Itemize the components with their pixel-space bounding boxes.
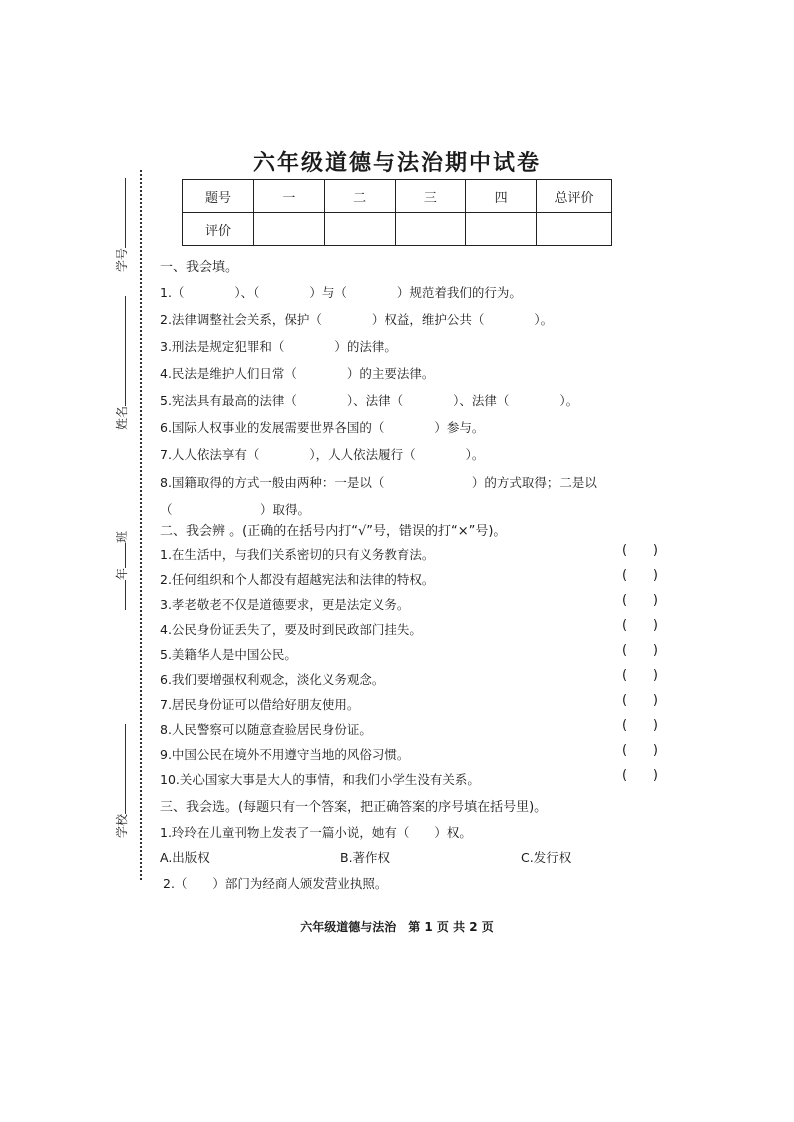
fill-question: 7.人人依法享有（ ），人人依法履行（ ）。 (160, 447, 485, 462)
header-cell: 二 (324, 180, 395, 213)
choice-option-c[interactable]: C.发行权 (521, 850, 572, 865)
fill-question: 3.刑法是规定犯罪和（ ）的法律。 (160, 339, 397, 354)
student-no-label: 学号 (113, 178, 130, 272)
choice-option-a[interactable]: A.出版权 (160, 850, 210, 865)
header-cell: 四 (466, 180, 537, 213)
judge-question: 10.关心国家大事是大人的事情，和我们小学生没有关系。 (160, 772, 480, 787)
eval-cell[interactable] (466, 213, 537, 246)
judge-question: 1.在生活中，与我们关系密切的只有义务教育法。 (160, 547, 435, 562)
page-footer: 六年级道德与法治 第 1 页 共 2 页 (300, 920, 494, 934)
judge-question: 4.公民身份证丢失了，要及时到民政部门挂失。 (160, 622, 422, 637)
binding-dotted-line (140, 170, 142, 880)
grade-class-label: 年班 (113, 531, 130, 610)
choice-question: 1.玲玲在儿童刊物上发表了一篇小说，她有（ ）权。 (160, 825, 472, 840)
header-cell: 一 (254, 180, 325, 213)
choice-option-b[interactable]: B.著作权 (340, 850, 391, 865)
answer-paren[interactable]: ( ) (622, 568, 658, 583)
header-cell: 总评价 (537, 180, 612, 213)
fill-question-continued: （ ）取得。 (160, 502, 311, 517)
answer-paren[interactable]: ( ) (622, 668, 658, 683)
score-table-eval-row (183, 213, 612, 246)
answer-paren[interactable]: ( ) (622, 693, 658, 708)
answer-paren[interactable]: ( ) (622, 718, 658, 733)
school-label: 学校 (113, 724, 130, 838)
answer-paren[interactable]: ( ) (622, 768, 658, 783)
judge-question: 9.中国公民在境外不用遵守当地的风俗习惯。 (160, 747, 410, 762)
fill-question: 6.国际人权事业的发展需要世界各国的（ ）参与。 (160, 420, 485, 435)
answer-paren[interactable]: ( ) (622, 643, 658, 658)
section2-heading: 二、我会辨 。(正确的在括号内打“√”号，错误的打“×”号)。 (160, 524, 507, 539)
judge-question: 5.美籍华人是中国公民。 (160, 647, 297, 662)
answer-paren[interactable]: ( ) (622, 543, 658, 558)
judge-question: 2.任何组织和个人都没有超越宪法和法律的特权。 (160, 572, 435, 587)
name-label: 姓名 (113, 296, 130, 430)
judge-question: 6.我们要增强权利观念，淡化义务观念。 (160, 672, 385, 687)
answer-paren[interactable]: ( ) (622, 618, 658, 633)
fill-question: 4.民法是维护人们日常（ ）的主要法律。 (160, 366, 435, 381)
fill-question: 8.国籍取得的方式一般由两种：一是以（ ）的方式取得；二是以 (160, 475, 597, 490)
fill-question: 5.宪法具有最高的法律（ ）、法律（ ）、法律（ ）。 (160, 393, 579, 408)
eval-cell[interactable] (324, 213, 395, 246)
eval-cell[interactable] (395, 213, 466, 246)
eval-cell[interactable] (537, 213, 612, 246)
score-table-header-row (183, 180, 612, 213)
eval-label-cell: 评价 (183, 213, 254, 246)
eval-cell[interactable] (254, 213, 325, 246)
answer-paren[interactable]: ( ) (622, 743, 658, 758)
judge-question: 8.人民警察可以随意查验居民身份证。 (160, 722, 372, 737)
choice-question: 2.（ ）部门为经商人颁发营业执照。 (163, 876, 388, 891)
judge-question: 3.孝老敬老不仅是道德要求，更是法定义务。 (160, 597, 410, 612)
header-cell: 题号 (183, 180, 254, 213)
header-cell: 三 (395, 180, 466, 213)
fill-question: 2.法律调整社会关系，保护（ ）权益，维护公共（ ）。 (160, 312, 554, 327)
fill-question: 1.（ ）、（ ）与（ ）规范着我们的行为。 (160, 285, 522, 300)
section3-heading: 三、我会选。(每题只有一个答案，把正确答案的序号填在括号里)。 (160, 800, 548, 815)
section1-heading: 一、我会填。 (160, 260, 239, 275)
judge-question: 7.居民身份证可以借给好朋友使用。 (160, 697, 360, 712)
answer-paren[interactable]: ( ) (622, 593, 658, 608)
score-table (182, 179, 612, 246)
page-title: 六年级道德与法治期中试卷 (252, 151, 541, 176)
